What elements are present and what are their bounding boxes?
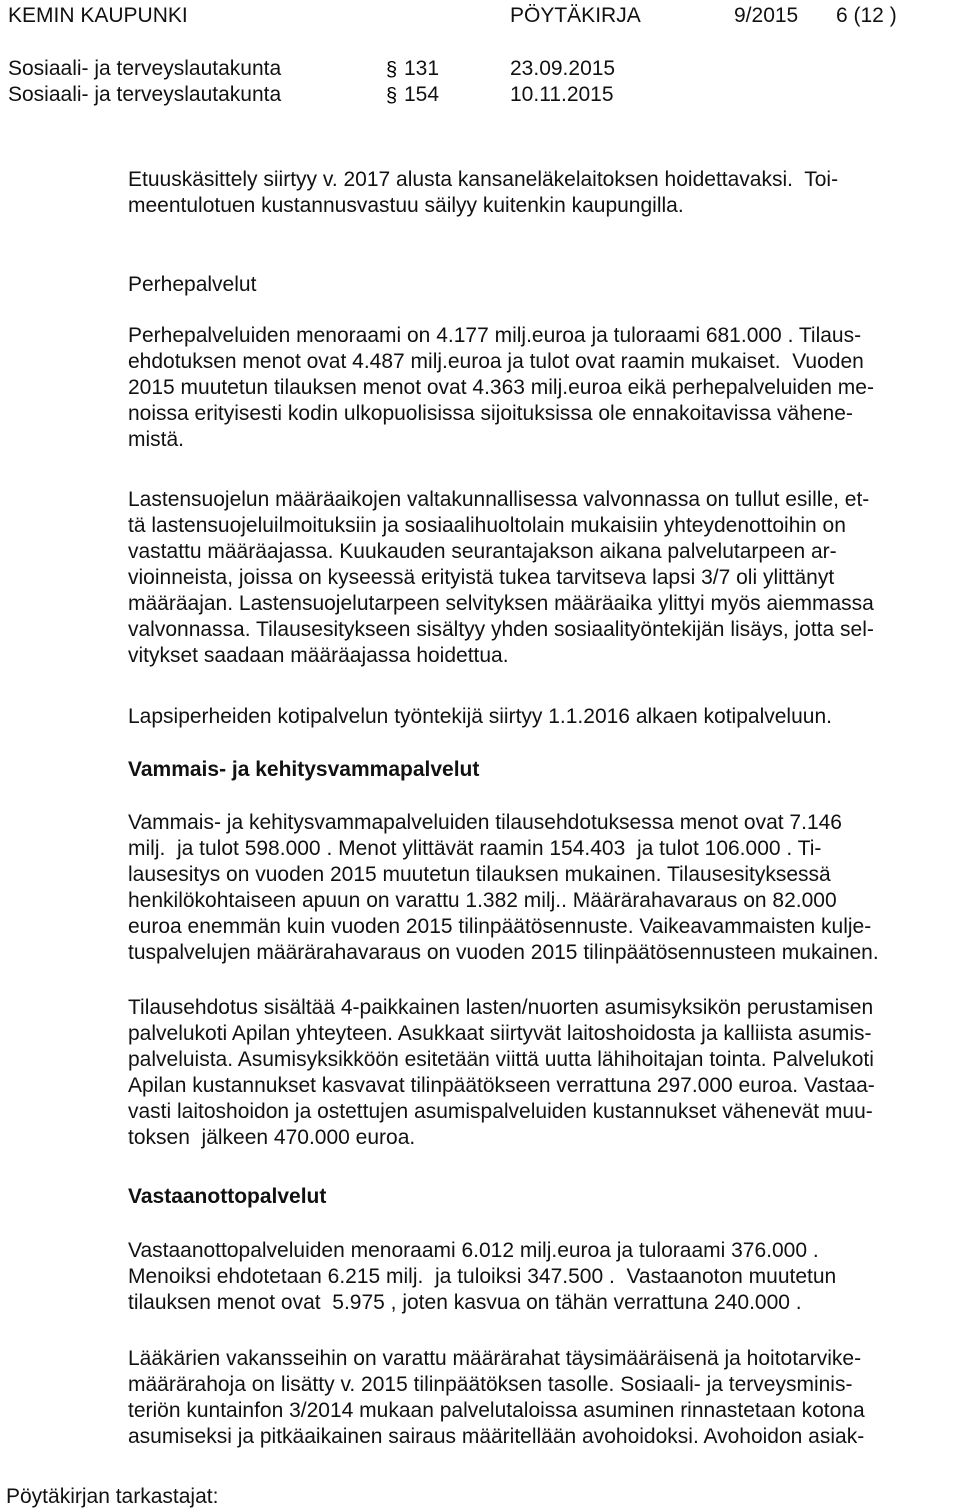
page-number: 6 (12 )	[836, 4, 897, 27]
paragraph: Lastensuojelun määräaikojen valtakunnallisessa valvonnassa on tullut esille, et- tä lastensuojeluilmoituksiin ja sosiaalihuoltolain mukaisiin yhteydenottoihin on vastattu määräajassa. Kuukauden seurantajakson aikana palvelutarpeen ar- vioinneista, joissa on kyseessä erityistä tukea tarvitseva lapsi 3/7 oli ylittänyt määräajan. Lastensuojelutarpeen selvityksen määräaika ylittyi myös aiemmassa valvonnassa. Tilausesitykseen sisältyy yhden sosiaalityöntekijän lisäys, jotta sel- vitykset saadaan määräajassa hoidettua.	[128, 488, 874, 667]
reviewer-label: Pöytäkirjan tarkastajat:	[6, 1485, 219, 1508]
section-sign-icon	[386, 84, 400, 106]
paragraph: Etuuskäsittely siirtyy v. 2017 alusta kansaneläkelaitoksen hoidettavaksi. Toi- meentulotuen kustannusvastuu säilyy kuitenkin kaupungilla.	[128, 168, 839, 217]
meeting-section: 131	[404, 57, 440, 80]
meeting-date: 10.11.2015	[510, 83, 614, 106]
paragraph: Vammais- ja kehitysvammapalveluiden tilausehdotuksessa menot ovat 7.146 milj. ja tulot 598.000 . Menot ylittävät raamin 154.403 ja tulot 106.000 . Ti- lausesitys on vuoden 2015 muutetun tilauksen mukainen. Tilausesityksessä henkilökohtaiseen apuun on varattu 1.382 milj.. Määrärahavaraus on 82.000 euroa enemmän kuin vuoden 2015 tilinpäätösennuste. Vaikeavammaisten kulje- tuspalvelujen määrärahavaraus on vuoden 2015 tilinpäätösennusteen mukainen.	[128, 811, 879, 964]
paragraph: Lapsiperheiden kotipalvelun työntekijä siirtyy 1.1.2016 alkaen kotipalveluun.	[128, 705, 832, 728]
org-name: KEMIN KAUPUNKI	[8, 4, 188, 27]
section-sign-icon	[386, 58, 400, 80]
svg-text:§: §	[386, 59, 398, 80]
svg-text:§: §	[386, 85, 398, 106]
section-heading: Vammais- ja kehitysvammapalvelut	[128, 758, 480, 781]
meeting-section: 154	[404, 83, 440, 106]
paragraph: Tilausehdotus sisältää 4-paikkainen lasten/nuorten asumisyksikön perustamisen palvelukoti Apilan yhteyteen. Asukkaat siirtyvät laitoshoidosta ja kalliista asumis- palveluista. Asumisyksikköön esitetään viittä uutta lähihoitajan tointa. Palvelukoti Apilan kustannukset kasvavat tilinpäätökseen verrattuna 297.000 euroa. Vastaa- vasti laitoshoidon ja ostettujen asumispalveluiden kustannukset vähenevät muu- toksen jälkeen 470.000 euroa.	[128, 996, 875, 1149]
meeting-body: Sosiaali- ja terveyslautakunta	[8, 83, 282, 106]
paragraph: Vastaanottopalveluiden menoraami 6.012 milj.euroa ja tuloraami 376.000 . Menoiksi ehdotetaan 6.215 milj. ja tuloiksi 347.500 . Vastaanoton muutetun tilauksen menot ovat 5.975 , joten kasvua on tähän verrattuna 240.000 .	[128, 1239, 837, 1314]
paragraph: Lääkärien vakansseihin on varattu määrärahat täysimääräisenä ja hoitotarvike- määrärahoja on lisätty v. 2015 tilinpäätöksen tasolle. Sosiaali- ja terveysminis- teriön kuntainfon 3/2014 mukaan palvelutaloissa asuminen rinnastetaan kotona asumiseksi ja pitkäaikainen sairaus määritellään avohoidoksi. Avohoidon asiak-	[128, 1347, 865, 1448]
meeting-body: Sosiaali- ja terveyslautakunta	[8, 57, 282, 80]
section-heading: Vastaanottopalvelut	[128, 1185, 327, 1208]
doc-number: 9/2015	[734, 4, 799, 27]
meeting-date: 23.09.2015	[510, 57, 616, 80]
doc-type: PÖYTÄKIRJA	[510, 4, 641, 27]
section-heading: Perhepalvelut	[128, 273, 257, 296]
paragraph: Perhepalveluiden menoraami on 4.177 milj.euroa ja tuloraami 681.000 . Tilaus- ehdotuksen menot ovat 4.487 milj.euroa ja tulot ovat raamin mukaiset. Vuoden 2015 muutetun tilauksen menot ovat 4.363 milj.euroa eikä perhepalveluiden me- noissa erityisesti kodin ulkopuolisissa sijoituksissa ole ennakoitavissa vähene- mistä.	[128, 324, 874, 451]
